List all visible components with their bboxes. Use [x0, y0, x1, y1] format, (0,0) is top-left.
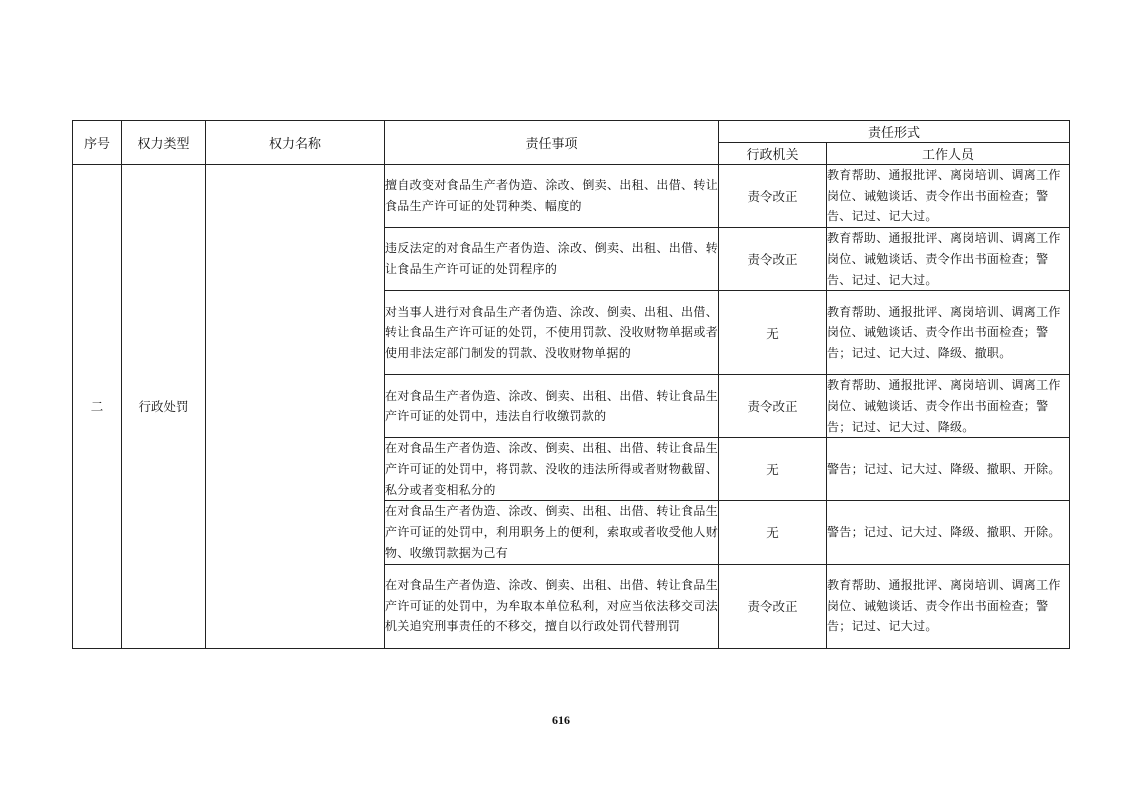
- header-row: [73, 121, 1070, 143]
- cell-staff: 教育帮助、通报批评、离岗培训、调离工作岗位、诫勉谈话、责令作出书面检查；警告、记过、记大过。: [827, 165, 1070, 228]
- cell-staff: 警告；记过、记大过、降级、撤职、开除。: [827, 438, 1070, 501]
- cell-matter: 对当事人进行对食品生产者伪造、涂改、倒卖、出租、出借、转让食品生产许可证的处罚，不使用罚款、没收财物单据或者使用非法定部门制发的罚款、没收财物单据的: [385, 291, 719, 375]
- cell-matter: 在对食品生产者伪造、涂改、倒卖、出租、出借、转让食品生产许可证的处罚中，利用职务上的便利，索取或者收受他人财物、收缴罚款据为己有: [385, 501, 719, 564]
- header-power-type: 权力类型: [122, 121, 206, 165]
- cell-org: 责令改正: [719, 165, 827, 228]
- header-seq: 序号: [73, 121, 122, 165]
- cell-staff: 教育帮助、通报批评、离岗培训、调离工作岗位、诫勉谈话、责令作出书面检查；警告、记过、记大过。: [827, 228, 1070, 291]
- cell-org: 无: [719, 501, 827, 564]
- cell-matter: 在对食品生产者伪造、涂改、倒卖、出租、出借、转让食品生产许可证的处罚中，为牟取本单位私利，对应当依法移交司法机关追究刑事责任的不移交，擅自以行政处罚代替刑罚: [385, 564, 719, 648]
- cell-matter: 违反法定的对食品生产者伪造、涂改、倒卖、出租、出借、转让食品生产许可证的处罚程序的: [385, 228, 719, 291]
- cell-seq: 二: [73, 165, 122, 649]
- cell-matter: 在对食品生产者伪造、涂改、倒卖、出租、出借、转让食品生产许可证的处罚中，将罚款、没收的违法所得或者财物截留、私分或者变相私分的: [385, 438, 719, 501]
- cell-org: 责令改正: [719, 564, 827, 648]
- cell-staff: 教育帮助、通报批评、离岗培训、调离工作岗位、诫勉谈话、责令作出书面检查；警告；记过、记大过、降级。: [827, 375, 1070, 438]
- header-org: 行政机关: [719, 143, 827, 165]
- cell-matter: 在对食品生产者伪造、涂改、倒卖、出租、出借、转让食品生产许可证的处罚中，违法自行收缴罚款的: [385, 375, 719, 438]
- page-number: 616: [552, 713, 570, 727]
- responsibility-table: [72, 120, 1070, 649]
- cell-org: 责令改正: [719, 375, 827, 438]
- header-power-name: 权力名称: [206, 121, 385, 165]
- header-matters: 责任事项: [385, 121, 719, 165]
- cell-org: 无: [719, 291, 827, 375]
- cell-staff: 教育帮助、通报批评、离岗培训、调离工作岗位、诫勉谈话、责令作出书面检查；警告；记过、记大过。: [827, 564, 1070, 648]
- cell-matter: 擅自改变对食品生产者伪造、涂改、倒卖、出租、出借、转让食品生产许可证的处罚种类、幅度的: [385, 165, 719, 228]
- table-row: [73, 165, 1070, 228]
- cell-power-type: 行政处罚: [122, 165, 206, 649]
- header-staff: 工作人员: [827, 143, 1070, 165]
- cell-staff: 警告；记过、记大过、降级、撤职、开除。: [827, 501, 1070, 564]
- cell-org: 责令改正: [719, 228, 827, 291]
- header-forms: 责任形式: [719, 121, 1070, 143]
- cell-org: 无: [719, 438, 827, 501]
- cell-staff: 教育帮助、通报批评、离岗培训、调离工作岗位、诫勉谈话、责令作出书面检查；警告；记过、记大过、降级、撤职。: [827, 291, 1070, 375]
- cell-power-name: [206, 165, 385, 649]
